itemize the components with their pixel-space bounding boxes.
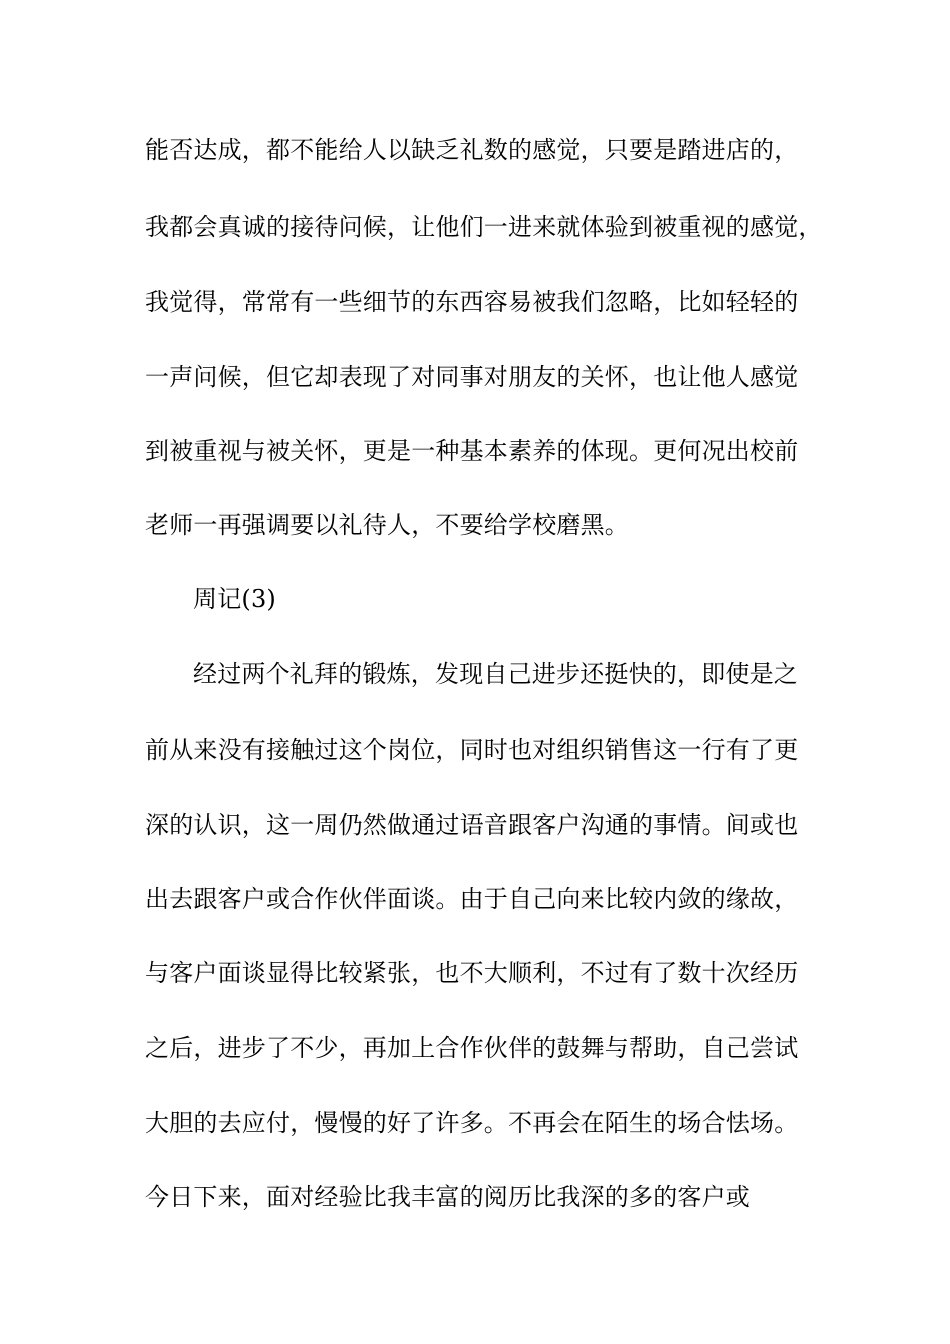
text-line: 一声问候，但它却表现了对同事对朋友的关怀，也让他人感觉	[145, 363, 799, 391]
text-line: 与客户面谈显得比较紧张，也不大顺利，不过有了数十次经历	[145, 959, 799, 987]
text-line: 出去跟客户或合作伙伴面谈。由于自己向来比较内敛的缘故，	[145, 885, 799, 913]
text-line: 今日下来，面对经验比我丰富的阅历比我深的多的客户或	[145, 1183, 750, 1211]
text-line: 我都会真诚的接待问候，让他们一进来就体验到被重视的感觉，	[145, 213, 823, 241]
text-line: 到被重视与被关怀，更是一种基本素养的体现。更何况出校前	[145, 437, 799, 465]
text-line: 经过两个礼拜的锻炼，发现自己进步还挺快的，即使是之	[193, 660, 798, 688]
text-line: 前从来没有接触过这个岗位，同时也对组织销售这一行有了更	[145, 736, 799, 764]
text-line: 大胆的去应付，慢慢的好了许多。不再会在陌生的场合怯场。	[145, 1109, 799, 1137]
text-line: 老师一再强调要以礼待人，不要给学校磨黑。	[145, 511, 629, 539]
section-heading: 周记(3)	[193, 585, 276, 613]
text-line: 深的认识，这一周仍然做通过语音跟客户沟通的事情。间或也	[145, 811, 799, 839]
text-line: 之后，进步了不少，再加上合作伙伴的鼓舞与帮助，自己尝试	[145, 1034, 799, 1062]
text-line: 我觉得，常常有一些细节的东西容易被我们忽略，比如轻轻的	[145, 288, 799, 316]
text-line: 能否达成，都不能给人以缺乏礼数的感觉，只要是踏进店的，	[145, 136, 799, 164]
